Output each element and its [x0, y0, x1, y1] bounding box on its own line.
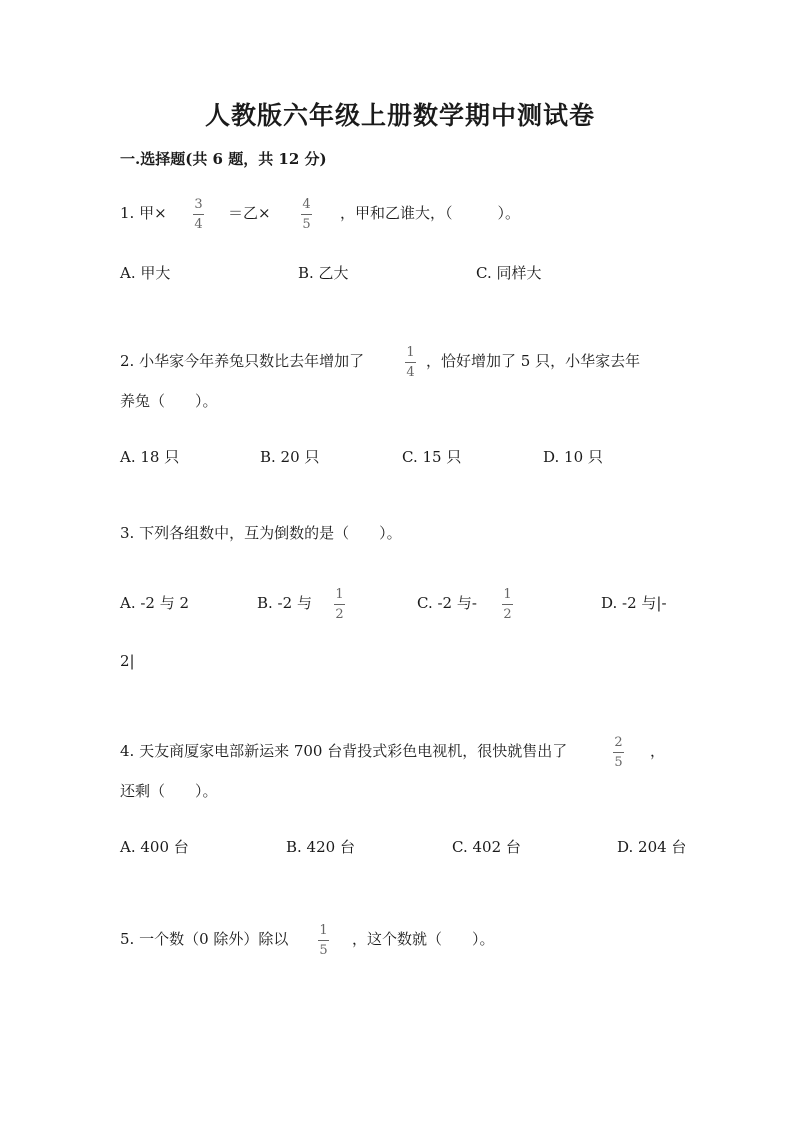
- fraction-bar: [193, 214, 204, 215]
- q3-option-c[interactable]: C. -2 与-: [417, 594, 477, 612]
- q3-option-d[interactable]: D. -2 与|-: [601, 594, 667, 612]
- q3-option-a[interactable]: A. -2 与 2: [120, 594, 190, 612]
- q2-text-line2: 养兔（ ）。: [120, 392, 218, 410]
- q5-text-a: 5. 一个数（0 除外）除以: [120, 930, 289, 948]
- section-heading: 一.选择题(共 6 题，共 12 分): [120, 150, 327, 168]
- fraction-denominator: 2: [335, 607, 344, 622]
- fraction-numerator: 3: [194, 197, 203, 212]
- q1-text-a: 1. 甲×: [120, 204, 167, 222]
- q4-fraction-1: [613, 736, 624, 769]
- fraction-numerator: 1: [503, 587, 512, 602]
- q2-option-a[interactable]: A. 18 只: [120, 448, 180, 466]
- q5-text-b: ，这个数就（ ）。: [352, 930, 495, 948]
- fraction-bar: [318, 940, 329, 941]
- q2-option-c[interactable]: C. 15 只: [402, 448, 462, 466]
- q1-text-b: ＝乙×: [228, 204, 271, 222]
- fraction-numerator: 2: [614, 735, 623, 750]
- q3-option-b-fraction: [334, 588, 345, 621]
- fraction-numerator: 4: [302, 197, 311, 212]
- fraction-numerator: 1: [319, 923, 328, 938]
- q2-text-b: ，恰好增加了 5 只，小华家去年: [426, 352, 641, 370]
- fraction-bar: [301, 214, 312, 215]
- fraction-numerator: 1: [335, 587, 344, 602]
- fraction-denominator: 5: [319, 943, 328, 958]
- q4-text-a: 4. 天友商厦家电部新运来 700 台背投式彩色电视机，很快就售出了: [120, 742, 568, 760]
- fraction-denominator: 4: [406, 365, 415, 380]
- q3-option-b[interactable]: B. -2 与: [257, 594, 312, 612]
- q4-option-a[interactable]: A. 400 台: [120, 838, 189, 856]
- fraction-bar: [613, 752, 624, 753]
- fraction-denominator: 2: [503, 607, 512, 622]
- q4-option-b[interactable]: B. 420 台: [286, 838, 355, 856]
- fraction-denominator: 4: [194, 217, 203, 232]
- q1-option-a[interactable]: A. 甲大: [120, 264, 171, 282]
- q3-option-d-continued: 2|: [120, 652, 135, 670]
- q2-option-d[interactable]: D. 10 只: [543, 448, 603, 466]
- fraction-numerator: 1: [406, 345, 415, 360]
- q4-option-c[interactable]: C. 402 台: [452, 838, 521, 856]
- fraction-denominator: 5: [614, 755, 623, 770]
- fraction-denominator: 5: [302, 217, 311, 232]
- q1-option-b[interactable]: B. 乙大: [298, 264, 349, 282]
- q4-option-d[interactable]: D. 204 台: [617, 838, 687, 856]
- q2-text-a: 2. 小华家今年养兔只数比去年增加了: [120, 352, 365, 370]
- q2-fraction-1: [405, 346, 416, 379]
- q3-text-a: 3. 下列各组数中，互为倒数的是（ ）。: [120, 524, 402, 542]
- q2-option-b[interactable]: B. 20 只: [260, 448, 320, 466]
- fraction-bar: [334, 604, 345, 605]
- q1-fraction-2: [301, 198, 312, 231]
- fraction-bar: [405, 362, 416, 363]
- page-title: 人教版六年级上册数学期中测试卷: [204, 101, 595, 130]
- q1-option-c[interactable]: C. 同样大: [476, 264, 542, 282]
- q1-text-c: ，甲和乙谁大，（ ）。: [340, 204, 521, 222]
- q4-text-b: ，: [650, 742, 666, 760]
- q1-fraction-1: [193, 198, 204, 231]
- fraction-bar: [502, 604, 513, 605]
- q3-option-c-fraction: [502, 588, 513, 621]
- q4-text-line2: 还剩（ ）。: [120, 782, 218, 800]
- q5-fraction-1: [318, 924, 329, 957]
